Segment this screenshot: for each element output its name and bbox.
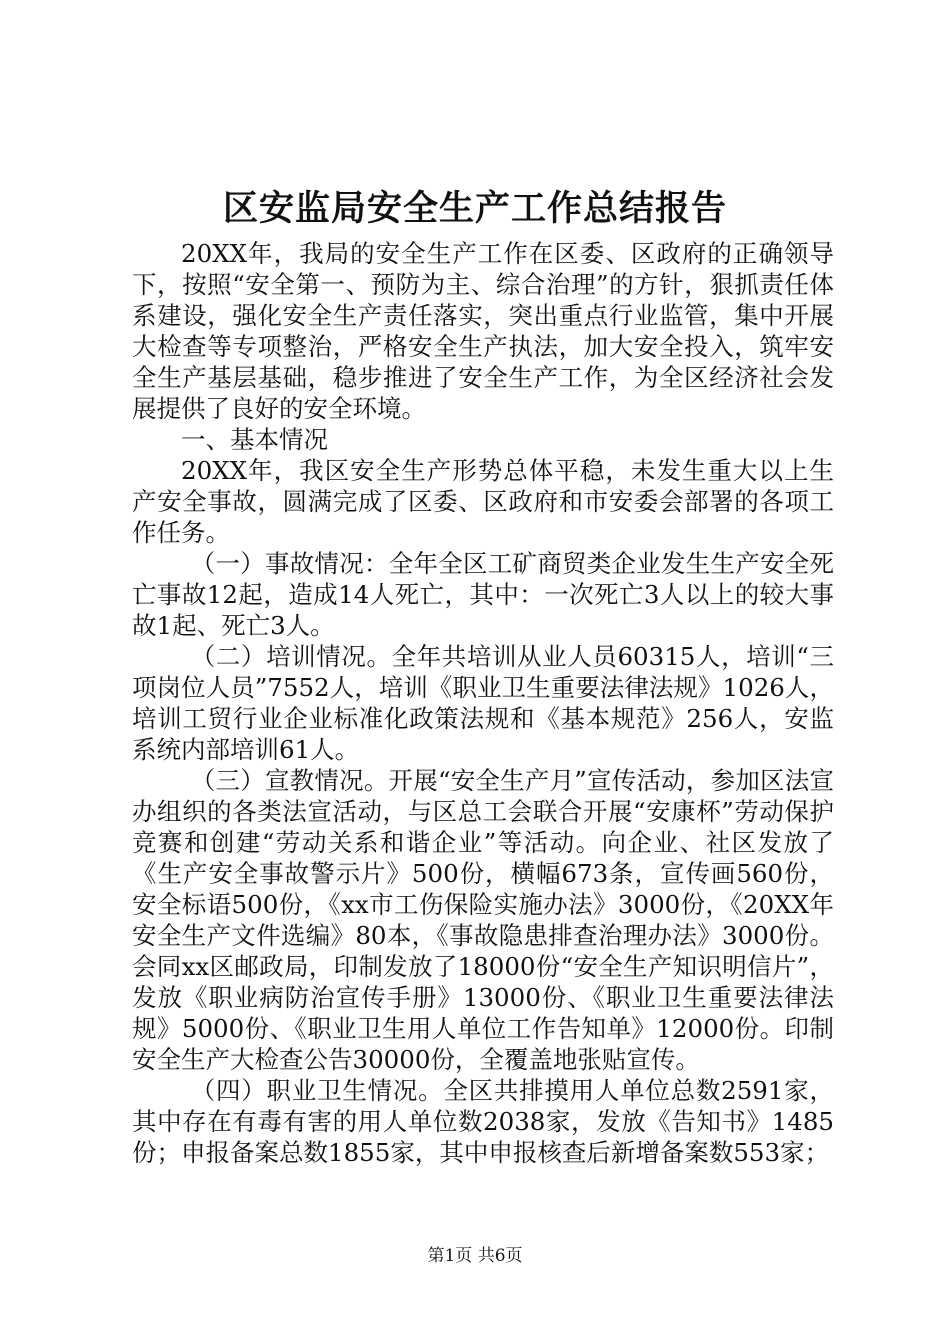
paragraph-training: （二）培训情况。全年共培训从业人员60315人，培训“三项岗位人员”7552人，培训《职业卫生重要法律法规》1026人，培训工贸行业企业标准化政策法规和《基本规范》256人，安监系统内部培训61人。	[132, 642, 834, 764]
paragraph-overview: 20XX年，我区安全生产形势总体平稳，未发生重大以上生产安全事故，圆满完成了区委、区政府和市安委会部署的各项工作任务。	[132, 456, 834, 547]
document-body	[132, 238, 834, 1168]
paragraph-accidents: （一）事故情况：全年全区工矿商贸类企业发生生产安全死亡事故12起，造成14人死亡，其中：一次死亡3人以上的较大事故1起、死亡3人。	[132, 549, 834, 640]
section-heading-basic: 一、基本情况	[181, 425, 328, 454]
paragraph-occupational-health: （四）职业卫生情况。全区共排摸用人单位总数2591家，其中存在有毒有害的用人单位数2038家，发放《告知书》1485份；申报备案总数1855家，其中申报核查后新增备案数553家；	[132, 1076, 834, 1167]
paragraph-intro: 20XX年，我局的安全生产工作在区委、区政府的正确领导下，按照“安全第一、预防为主、综合治理”的方针，狠抓责任体系建设，强化安全生产责任落实，突出重点行业监管，集中开展大检查等专项整治，严格安全生产执法，加大安全投入，筑牢安全生产基层基础，稳步推进了安全生产工作，为全区经济社会发展提供了良好的安全环境。	[132, 239, 834, 423]
page-number: 第1页 共6页	[427, 1246, 523, 1266]
document-title: 区安监局安全生产工作总结报告	[222, 188, 727, 229]
paragraph-publicity: （三）宣教情况。开展“安全生产月”宣传活动，参加区法宣办组织的各类法宣活动，与区总工会联合开展“安康杯”劳动保护竞赛和创建“劳动关系和谐企业”等活动。向企业、社区发放了《生产安全事故警示片》500份，横幅673条，宣传画560份，安全标语500份，《xx市工伤保险实施办法》3000份，《20XX年安全生产文件选编》80本，《事故隐患排查治理办法》3000份。会同xx区邮政局，印制发放了18000份“安全生产知识明信片”，发放《职业病防治宣传手册》13000份、《职业卫生重要法律法规》5000份、《职业卫生用人单位工作告知单》12000份。印制安全生产大检查公告30000份，全覆盖地张贴宣传。	[132, 766, 834, 1074]
